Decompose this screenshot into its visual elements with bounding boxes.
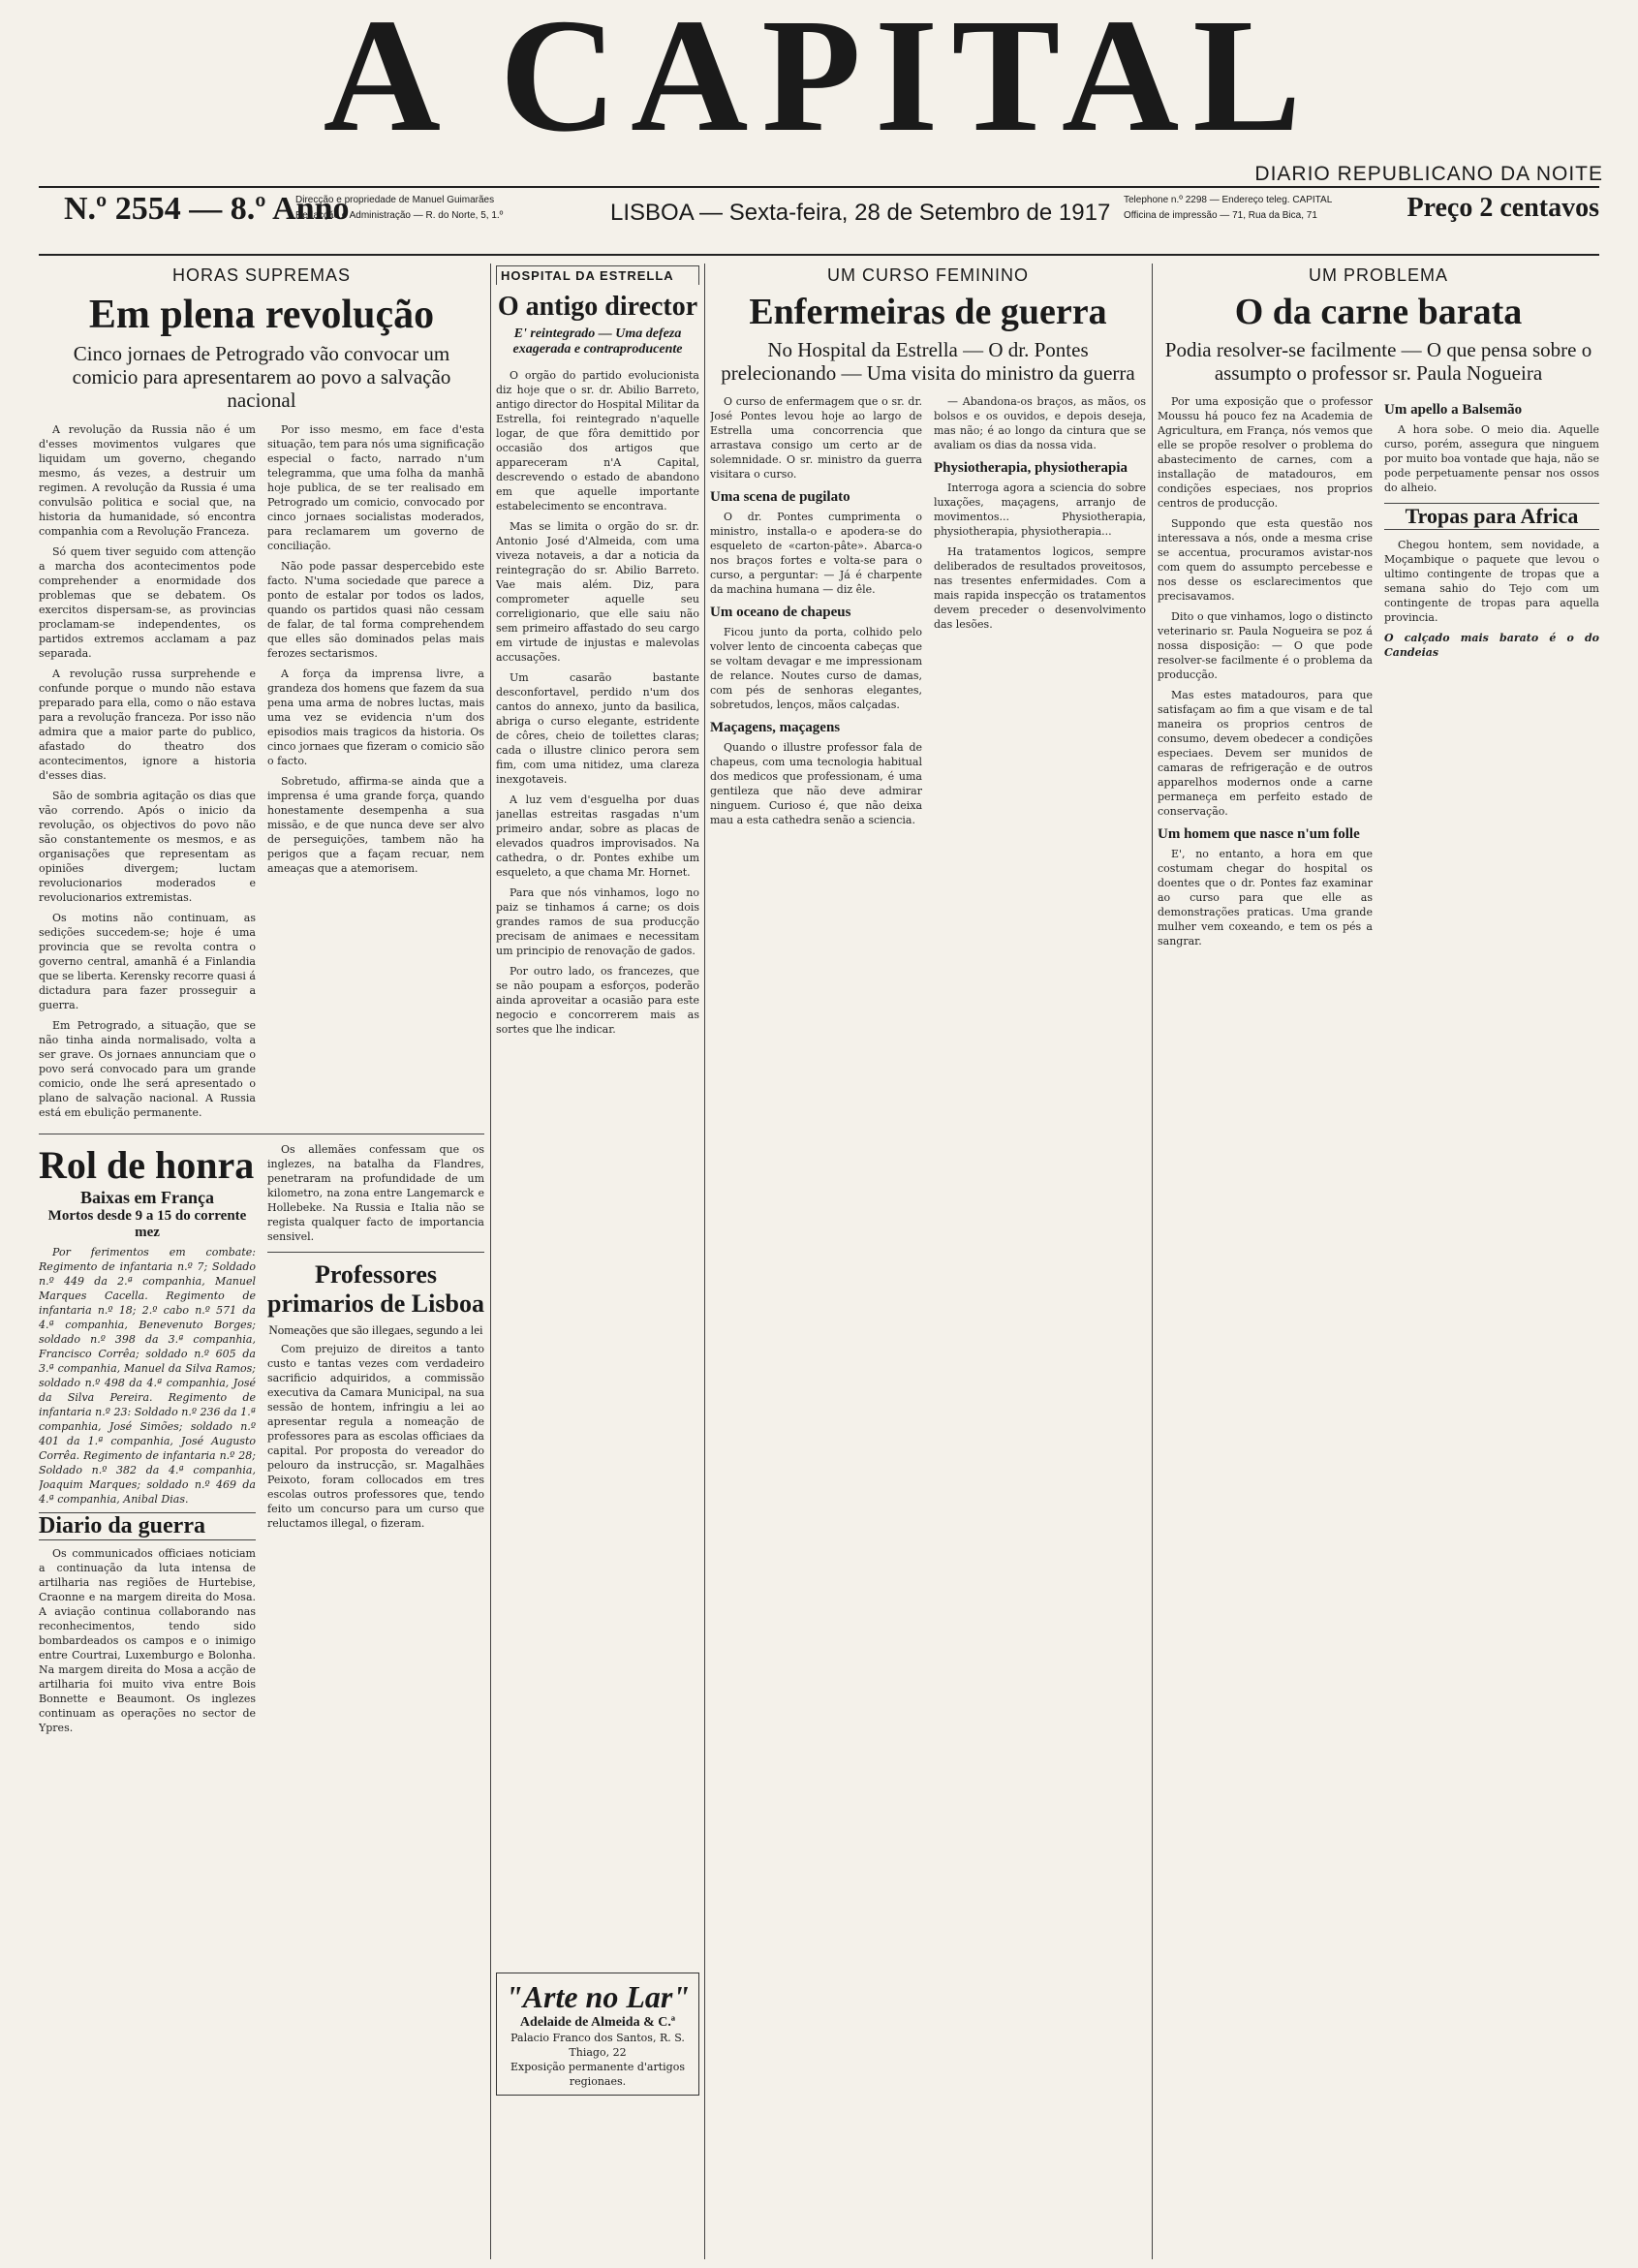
price: Preço 2 centavos xyxy=(1406,193,1599,223)
subhead-apello-balsemao: Um apello a Balsemão xyxy=(1384,402,1523,419)
article-paragraph: A revolução russa surprehende e confunde porque o mundo não estava preparado para ella, como o não estava para a revolução franceza. Por isso não admira que a maior parte do publico, afastado do theatro dos acontecimentos, ignore a historia d'esses dias. xyxy=(39,667,256,782)
article-paragraph: Os motins não continuam, as sedições succedem-se; hoje é uma provincia que se revolta contra o governo central, amanhã é a Finlandia que se liberta. Kerensky recorre quasi á dictadura para fazer prosseguir a guerra. xyxy=(39,911,256,1011)
deck-enfermeiras: No Hospital da Estrella — O dr. Pontes prelecionando — Uma visita do ministro da guerra xyxy=(721,337,1135,386)
headline-carne-barata: O da carne barata xyxy=(1234,292,1523,332)
print-shop-line: Officina de impressão — 71, Rua da Bica, 71 xyxy=(1124,210,1317,221)
newspaper-subtitle: DIARIO REPUBLICANO DA NOITE xyxy=(1254,163,1603,185)
rol-de-honra-deck: Mortos desde 9 a 15 do corrente mez xyxy=(47,1207,247,1240)
credits xyxy=(295,193,503,224)
article-paragraph: Ficou junto da porta, colhido pelo volver lento de cincoenta cabeças que se voltam devagar e me impressionam de relance. Noutes curso de damas, com pés de senhoras elegantes, sobretudos, lenços, mãos calçadas. xyxy=(710,626,922,712)
article-paragraph: Só quem tiver seguido com attenção a marcha dos acontecimentos pode comprehender a enormidade dos problemas que se debatem. Os exercitos dispersam-se, as provincias proclamam-se independentes, os partidos extremos acclamam a paz separada. xyxy=(39,544,256,660)
newspaper-title: A CAPITAL xyxy=(323,0,1315,166)
contact-info xyxy=(1124,193,1332,224)
kicker-horas-supremas: HORAS SUPREMAS xyxy=(171,265,352,285)
article-column-right xyxy=(1384,394,1599,954)
article-paragraph: Em Petrogrado, a situação, que se não tinha ainda normalisado, volta a ser grave. Os jornaes annunciam que o povo será convocado para um grande comicio, onde lhe será apresentado o plano de salvação nacional. A Russia está em ebulição permanente. xyxy=(39,1018,256,1119)
professores-title: Professores primarios de Lisboa xyxy=(267,1259,484,1318)
article-paragraph: O dr. Pontes cumprimenta o ministro, installa-o e apodera-se do esqueleto de «carton-pâte». Abarca-o nos braços fortes e volta-se para o curso, a perguntar: — Já é charpente da machina humana — diz êle. xyxy=(710,511,922,597)
credit-address: Redacção e Administração — R. do Norte, 5, 1.º xyxy=(295,210,504,221)
headline-antigo-director: O antigo director xyxy=(497,292,698,322)
article-paragraph: Mas estes matadouros, para que satisfaçam ao fim a que visam e de tal maneira os proprios centros de consumo, devem obedecer a condições especiaes. Devem ser munidos de camaras de refrigeração e de outros apparelhos modernos onde a carne permaneça em perfeito estado de conservação. xyxy=(1158,689,1373,819)
column-carne-barata xyxy=(1158,262,1599,2257)
dateline: LISBOA — Sexta-feira, 28 de Setembro de 1917 xyxy=(610,200,1111,226)
letter-text: Os allemães confessam que os inglezes, na batalha da Flandres, penetraram na profundidade de um kilometro, na zona entre Langemarck e Hollebeke. Na Russia e Italia não se regista qualquer facto de importancia sensivel. xyxy=(267,1142,484,1243)
masthead-rule-top xyxy=(39,186,1599,188)
article-paragraph: Sobretudo, affirma-se ainda que a imprensa é uma grande força, quando honestamente desempenha a sua missão, e de que nunca deve ser alvo de perseguições, tambem não ha perigos que a façam recuar, nem ameaças que a atemorisem. xyxy=(267,774,484,875)
article-column-right xyxy=(934,394,1146,833)
article-paragraph: O orgão do partido evolucionista diz hoje que o sr. dr. Abilio Barreto, antigo director do Hospital Militar da Estrella, foi reintegrado n'aquelle logar, de que fôra demittido por occasião dos artigos que appareceram n'A Capital, descrevendo o estado de abandono em que aquelle importante estabelecimento se encontrava. xyxy=(496,368,699,513)
professores-text: Com prejuizo de direitos a tanto custo e tantas vezes com verdadeiro sacrificio adquiridos, a commissão executiva da Camara Municipal, na sua sessão de hontem, infringiu a lei ao apresentar regula a nomeação de professores para as escolas officiaes da capital. Por proposta do vereador do pelouro da instrucção, sr. Magalhães Peixoto, foram collocados em tres escolas outros professores que, tendo feito um concurso para um curso que reluctamos illegal, o fizeram. xyxy=(267,1342,484,1530)
article-paragraph: Ha tratamentos logicos, sempre deliberados de resultados proveitosos, nas tresentes enfermidades. Com a mais rapida inspecção os tratamentos devem preceder o desenvolvimento das lesões. xyxy=(934,545,1146,632)
article-paragraph: Interroga agora a sciencia do sobre luxações, maçagens, arranjo de movimentos... Physiotherapia, physiotherapia, physiotherapia... xyxy=(934,482,1146,539)
article-paragraph: Dito o que vinhamos, logo o distincto veterinario sr. Paula Nogueira se poz á nossa disposição: — O que pode resolver-se facilmente é o problema da producção. xyxy=(1158,610,1373,682)
diario-da-guerra-text: Os communicados officiaes noticiam a continuação da luta intensa de artilharia nas regiões de Hurtebise, Craonne e na margem direita do Mosa. A aviação continua collaborando nas reconhecimentos, tendo sido bombardeados os campos e o inimigo entre Courtrai, Luxemburgo e Bolonha. Na margem direita do Mosa a acção de artilharia foi muito viva entre Bois Bonnette e Beaumont. Os inglezes continuam as operações no sector de Ypres. xyxy=(39,1546,256,1734)
article-paragraph: Por uma exposição que o professor Moussu há pouco fez na Academia de Agricultura, em França, nós vemos que elle se propõe resolver o problema do abastecimento de carnes, com a installação de matadouros, em condições especiaes, nos proprios centros de producção. xyxy=(1158,395,1373,511)
ad-address: Palacio Franco dos Santos, R. S. Thiago, 22 xyxy=(510,2032,685,2059)
kicker-curso-feminino: UM CURSO FEMININO xyxy=(827,265,1029,285)
masthead-rule-bottom xyxy=(39,254,1599,256)
article-carne-body xyxy=(1158,394,1599,954)
kicker-um-problema: UM PROBLEMA xyxy=(1308,265,1449,285)
advertisement-arte-no-lar xyxy=(496,1973,699,2096)
column-rule xyxy=(1152,264,1153,2259)
article-column-left xyxy=(1158,394,1373,954)
rol-de-honra-subtitle: Baixas em França xyxy=(80,1187,214,1207)
article-paragraph: Mas se limita o orgão do sr. dr. Antonio José d'Almeida, com uma viveza notaveis, a dar a noticia da reintegração do sr. Abilio Barreto. Vae mais além. Diz, para comprometer aquelle seu correligionario, que elle saiu não sem primeiro affastado do seu cargo em virtude de injustas e malevolas accusações. xyxy=(496,519,699,664)
professores-section xyxy=(267,1142,484,1741)
tropas-africa-text: Chegou hontem, sem novidade, a Moçambique o paquete que levou o ultimo contingente de tropas que a semana sahio do Tejo com um contingente de tropas para aquella provincia. xyxy=(1384,539,1599,625)
article-paragraph: O curso de enfermagem que o sr. dr. José Pontes levou hoje ao largo de Estrella uma concorrencia que arrastava consigo um certo ar de solemnidade. O sr. ministro da guerra visitara o curso. xyxy=(710,395,922,482)
credit-ownership: Direcção e propriedade de Manuel Guimarães xyxy=(295,195,495,205)
masthead xyxy=(0,0,1638,262)
article-paragraph: A luz vem d'esguelha por duas janellas estreitas rasgadas n'um primeiro andar, sobre as placas de elevados quadros improvisados. Na cathedra, o dr. Pontes exhibe um esqueleto, a que chama Mr. Hornet. xyxy=(496,792,699,879)
article-paragraph: — Abandona-os braços, as mãos, os bolsos e os ouvidos, e depois deseja, mas não; é ao longo da cintura que se avaliam os dias da nossa vida. xyxy=(934,395,1146,452)
article-paragraph: Suppondo que esta questão nos interessava a nós, onde a mesma crise se accentua, procuramos avistar-nos com quem do assumpto percebesse e nos desse os esclarecimentos que precisavamos. xyxy=(1158,517,1373,604)
subhead-macagens: Maçagens, maçagens xyxy=(710,720,841,736)
subhead-homem-folle: Um homem que nasce n'um folle xyxy=(1158,826,1360,843)
lower-left-block xyxy=(39,1142,484,1741)
ad-company: Adelaide de Almeida & C.ª xyxy=(519,2015,676,2030)
article-paragraph: Para que nós vinhamos, logo no paiz se tinhamos á carne; os dois grandes ramos de sua producção precisam de animaes e necessitam um principio de renovação de gados. xyxy=(496,885,699,957)
article-paragraph: A revolução da Russia não é um d'esses movimentos vulgares que liquidam um governo, chegando mesmo, ás vezes, a destruir um regimen. A revolução da Russia é uma convulsão politica e social que, na historia da humanidade, só encontra companhia com a Revolução Franceza. xyxy=(39,422,256,538)
article-paragraph: Por outro lado, os francezes, que se não poupam a esforços, poderão ainda aproveitar a ocasião para este negocio e concorrerem mais as sortes que lhe indicar. xyxy=(496,964,699,1036)
kicker-hospital-estrella: HOSPITAL DA ESTRELLA xyxy=(496,265,699,285)
column-rule xyxy=(704,264,705,2259)
article-revolucao-body xyxy=(39,422,484,1126)
column-rule xyxy=(490,264,491,2259)
article-paragraph: A força da imprensa livre, a grandeza dos homens que fazem da sua pena uma arma de nobres luctas, mais uma vez se evidencia n'um dos episodios mais tragicos da historia. Os cinco jornaes que fizeram o comicio são o facto. xyxy=(267,667,484,767)
article-paragraph: Um casarão bastante desconfortavel, perdido n'um dos cantos do annexo, junto da basilica, abriga o curso elegante, estridente de côres, cheio de toilettes claras; cada o illustre clinico perora sem fim, com uma nitidez, uma clareza inexgotaveis. xyxy=(496,670,699,786)
headline-enfermeiras: Enfermeiras de guerra xyxy=(749,292,1107,332)
deck-antigo-director: E' reintegrado — Uma defeza exagerada e contraproducente xyxy=(512,326,683,357)
closing-line: O calçado mais barato é o do Candeias xyxy=(1384,632,1599,660)
subhead-physiotherapia: Physiotherapia, physiotherapia xyxy=(934,460,1128,477)
article-paragraph: São de sombria agitação os dias que vão correndo. Após o inicio da revolução, os objectivos do povo não são constantemente os mesmos, e as organisações que representam as opiniões divergem; luctam revolucionarios moderados e revolucionarios extremistas. xyxy=(39,789,256,904)
column-hospital xyxy=(496,262,699,2257)
telephone-line: Telephone n.º 2298 — Endereço teleg. CAPITAL xyxy=(1124,195,1333,205)
professores-deck: Nomeações que são illegaes, segundo a lei xyxy=(268,1321,483,1337)
column-revolution xyxy=(39,262,484,2257)
subhead-chapeus: Um oceano de chapeus xyxy=(710,605,851,621)
article-paragraph: Por isso mesmo, em face d'esta situação, tem para nós uma significação especial o facto, narrado n'um telegramma, que uma folha da manhã hoje publica, de se ter realisado em Petrogrado um comicio, convocado por cinco jornaes socialistas moderados, para reclamarem um governo de conciliação. xyxy=(267,422,484,552)
deck-revolucao: Cinco jornaes de Petrogrado vão convocar um comicio para apresentarem ao povo a salvação nacional xyxy=(72,342,451,413)
rol-de-honra-section xyxy=(39,1142,256,1741)
headline-revolucao: Em plena revolução xyxy=(88,293,435,337)
rol-de-honra-list: Por ferimentos em combate: Regimento de infantaria n.º 7; Soldado n.º 449 da 2.ª companhia, Manuel Marques Cacella. Regimento de infantaria n.º 18; 2.º cabo n.º 571 da 4.ª companhia, Benevenuto Borges; soldado n.º 398 da 3.ª companhia, Francisco Corrêa; soldado n.º 605 da 3.ª companhia, Manuel da Silva Ramos; soldado n.º 498 da 4.ª companhia, José da Silva Pereira. Regimento de infantaria n.º 23: Soldado n.º 236 da 1.ª companhia, José Simões; soldado n.º 401 da 1.ª companhia, José Augusto Corrêa. Regimento de infantaria n.º 28; Soldado n.º 382 da 4.ª companhia, Joaquim Marques; soldado n.º 469 da 4.ª companhia, Anibal Dias. xyxy=(39,1245,256,1506)
rol-de-honra-title: Rol de honra xyxy=(39,1142,255,1187)
article-column-right xyxy=(267,422,484,1126)
tropas-africa-title: Tropas para Africa xyxy=(1384,503,1599,530)
article-paragraph: Não pode passar despercebido este facto. N'uma sociedade que parece a ponto de estalar por todos os lados, quando os partidos quasi não cessam de falar, de tal forma comprehendem que elles são dominados pelas mais ferozes sectarismos. xyxy=(267,559,484,660)
article-column-left xyxy=(39,422,256,1126)
deck-carne-barata: Podia resolver-se facilmente — O que pensa sobre o assumpto o professor sr. Paula Nogueira xyxy=(1164,337,1592,386)
section-divider xyxy=(267,1252,484,1253)
article-paragraph: E', no entanto, a hora em que costumam chegar do hospital os doentes que o dr. Pontes faz examinar ao curso para que elle as demonstrações praticas. Uma grande mulher vem coxeando, e tem os pés a sangrar. xyxy=(1158,848,1373,948)
ad-title: "Arte no Lar" xyxy=(505,1979,691,2014)
edition-number: N.º 2554 — 8.º Anno xyxy=(64,191,350,227)
article-paragraph: Quando o illustre professor fala de chapeus, com uma tecnologia habitual dos medicos que professionam, é uma gentileza que não deve admirar ninguem. Curioso é, que não deixa mau a esta cathedra senão a sciencia. xyxy=(710,741,922,827)
diario-da-guerra-title: Diario da guerra xyxy=(39,1512,256,1540)
article-column-left xyxy=(710,394,922,833)
subhead-pugilato: Uma scena de pugilato xyxy=(710,489,850,506)
ad-description: Exposição permanente d'artigos regionaes. xyxy=(510,2061,685,2088)
article-enfermeiras-body xyxy=(710,394,1146,833)
column-enfermeiras xyxy=(710,262,1146,2257)
article-paragraph: A hora sobe. O meio dia. Aquelle curso, porém, assegura que ninguem por muito boa vontade que haja, não se pode perpetuamente pensar nos ossos do alheio. xyxy=(1384,423,1599,495)
